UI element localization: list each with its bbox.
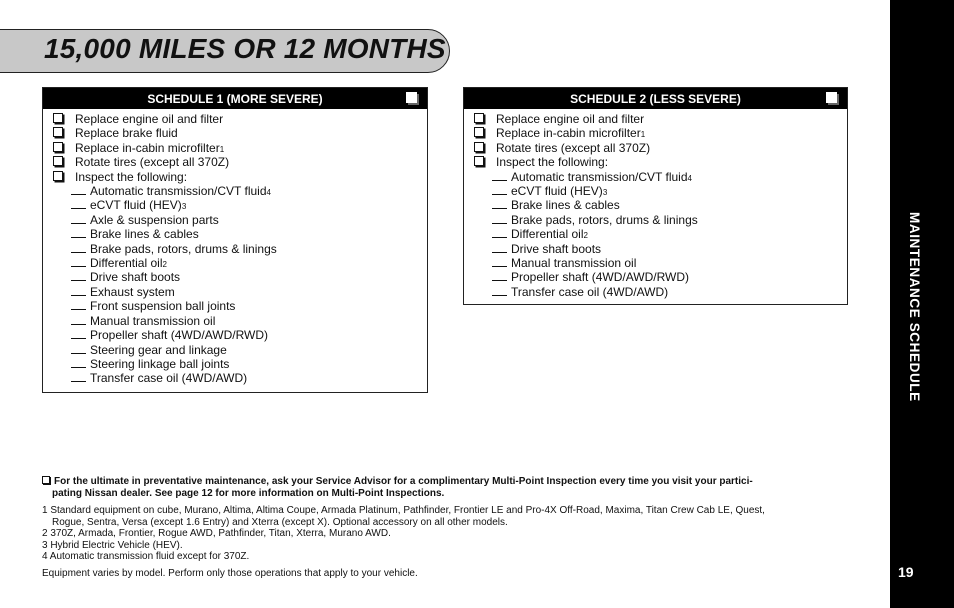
schedule-2-list [464, 109, 847, 299]
checklist-item-label: Replace engine oil and filter [496, 112, 645, 126]
inspect-item-label: Drive shaft boots [511, 241, 602, 256]
schedule-1-box [42, 87, 428, 393]
schedule-1-list [43, 109, 427, 386]
checkbox[interactable] [474, 142, 484, 152]
check-blank[interactable] [71, 214, 86, 224]
checkbox[interactable] [474, 156, 484, 166]
header-checkbox[interactable] [406, 92, 417, 103]
inspect-item: Automatic transmission/CVT fluid 4 [474, 170, 847, 184]
check-blank[interactable] [71, 329, 86, 339]
inspect-item-label: Differential oil [511, 227, 584, 242]
inspect-item [53, 371, 427, 385]
inspect-item [53, 343, 427, 357]
inspect-item [53, 213, 427, 227]
checklist-item-label: Replace in-cabin microfilter [75, 140, 220, 155]
checklist-item-label: Inspect the following: [496, 155, 609, 170]
checklist-item [53, 112, 427, 126]
inspect-item-label: Front suspension ball joints [90, 299, 236, 314]
checklist-item: Replace in-cabin microfilter 1 [474, 126, 847, 140]
inspect-item [474, 285, 847, 299]
check-blank[interactable] [492, 228, 507, 238]
checklist-item-label: Replace in-cabin microfilter [496, 126, 641, 141]
inspect-item-label: Automatic transmission/CVT fluid [90, 184, 267, 199]
section-tab-label: MAINTENANCE SCHEDULE [907, 212, 922, 402]
tip-line-2: pating Nissan dealer. See page 12 for more information on Multi-Point Inspections. [52, 487, 445, 499]
check-blank[interactable] [492, 171, 507, 181]
check-blank[interactable] [71, 199, 86, 209]
inspect-item [53, 299, 427, 313]
checklist-item-label: Rotate tires (except all 370Z) [75, 155, 230, 170]
inspect-item: Differential oil 2 [53, 256, 427, 270]
footnote-2: 2 370Z, Armada, Frontier, Rogue AWD, Pathfinder, Titan, Xterra, Murano AWD. [42, 528, 391, 539]
check-blank[interactable] [492, 257, 507, 267]
inspect-item [53, 328, 427, 342]
inspect-item-label: Axle & suspension parts [90, 212, 219, 227]
check-blank[interactable] [71, 300, 86, 310]
check-blank[interactable] [71, 286, 86, 296]
page-number: 19 [898, 564, 914, 580]
disclaimer: Equipment varies by model. Perform only those operations that apply to your vehicle. [42, 568, 418, 579]
inspect-item-label: Propeller shaft (4WD/AWD/RWD) [90, 328, 269, 343]
inspect-item-label: Differential oil [90, 256, 163, 271]
check-blank[interactable] [492, 286, 507, 296]
inspect-item-label: Brake lines & cables [511, 198, 620, 213]
checklist-item-label: Replace brake fluid [75, 126, 178, 141]
schedule-1-header [43, 88, 427, 109]
inspect-item [53, 314, 427, 328]
check-blank[interactable] [71, 372, 86, 382]
inspect-item-label: Transfer case oil (4WD/AWD) [511, 284, 669, 299]
footnote-1-line-1: 1 Standard equipment on cube, Murano, Altima, Altima Coupe, Armada Platinum, Pathfinder, Frontier LE and Pro-4X Off-Road, Maxima, Titan Crew Cab LE, Quest, [42, 505, 765, 516]
checklist-item [53, 155, 427, 169]
footnote-1-line-2: Rogue, Sentra, Versa (except 1.6 Entry) and Xterra (except X). Optional accessory on all other models. [52, 516, 508, 528]
inspect-item [474, 213, 847, 227]
check-blank[interactable] [492, 185, 507, 195]
inspect-item-label: Drive shaft boots [90, 270, 181, 285]
checklist-item-label: Rotate tires (except all 370Z) [496, 140, 651, 155]
side-tab [890, 0, 954, 608]
footnotes [42, 505, 765, 563]
checklist-item [53, 126, 427, 140]
header-checkbox[interactable] [826, 92, 837, 103]
schedule-1-title: SCHEDULE 1 (MORE SEVERE) [147, 91, 323, 106]
checklist-item [474, 112, 847, 126]
inspect-item-label: Exhaust system [90, 284, 175, 299]
inspect-item-label: Manual transmission oil [511, 256, 637, 271]
inspect-item [474, 198, 847, 212]
checklist-item [53, 170, 427, 184]
inspect-item [474, 256, 847, 270]
inspect-item [474, 270, 847, 284]
check-blank[interactable] [71, 344, 86, 354]
inspect-item-label: Propeller shaft (4WD/AWD/RWD) [511, 270, 690, 285]
inspect-item-label: Manual transmission oil [90, 313, 216, 328]
checkbox[interactable] [474, 113, 484, 123]
check-blank[interactable] [492, 199, 507, 209]
footnote-3: 3 Hybrid Electric Vehicle (HEV). [42, 539, 183, 551]
check-blank[interactable] [71, 257, 86, 267]
check-blank[interactable] [71, 243, 86, 253]
inspect-item: Differential oil 2 [474, 227, 847, 241]
checklist-item [474, 155, 847, 169]
checkbox[interactable] [474, 127, 484, 137]
check-blank[interactable] [71, 315, 86, 325]
checklist-item [474, 141, 847, 155]
inspect-item: eCVT fluid (HEV) 3 [474, 184, 847, 198]
footnote-4: 4 Automatic transmission fluid except for 370Z. [42, 551, 250, 562]
inspect-item [474, 242, 847, 256]
tip-line-1: For the ultimate in preventative maintenance, ask your Service Advisor for a complimentary Multi-Point Inspection every time you visit your partici- [54, 476, 753, 487]
schedule-2-title: SCHEDULE 2 (LESS SEVERE) [570, 91, 741, 106]
check-blank[interactable] [71, 271, 86, 281]
checkbox[interactable] [53, 142, 63, 152]
schedule-2-header [464, 88, 847, 109]
inspect-item-label: Brake lines & cables [90, 227, 199, 242]
checkbox-icon [42, 476, 50, 484]
inspect-item-label: eCVT fluid (HEV) [511, 184, 603, 199]
checkbox[interactable] [53, 171, 63, 181]
inspect-item-label: eCVT fluid (HEV) [90, 198, 182, 213]
inspect-item [53, 227, 427, 241]
inspect-item-label: Steering gear and linkage [90, 342, 227, 357]
inspect-item [53, 357, 427, 371]
inspect-item-label: Brake pads, rotors, drums & linings [90, 241, 277, 256]
inspect-item-label: Steering linkage ball joints [90, 356, 230, 371]
check-blank[interactable] [71, 228, 86, 238]
inspect-item [53, 242, 427, 256]
checklist-item-label: Inspect the following: [75, 169, 188, 184]
inspect-item-label: Transfer case oil (4WD/AWD) [90, 371, 248, 386]
check-blank[interactable] [492, 243, 507, 253]
checkbox[interactable] [53, 156, 63, 166]
checklist-item: Replace in-cabin microfilter 1 [53, 141, 427, 155]
checkbox[interactable] [53, 127, 63, 137]
check-blank[interactable] [71, 358, 86, 368]
checklist-item-label: Replace engine oil and filter [75, 112, 224, 126]
page-title: 15,000 MILES OR 12 MONTHS [44, 33, 446, 64]
schedule-2-box [463, 87, 848, 305]
inspect-item [53, 270, 427, 284]
inspect-item: eCVT fluid (HEV) 3 [53, 198, 427, 212]
check-blank[interactable] [492, 271, 507, 281]
multi-point-note [42, 476, 753, 499]
inspect-item-label: Brake pads, rotors, drums & linings [511, 212, 698, 227]
inspect-item: Automatic transmission/CVT fluid 4 [53, 184, 427, 198]
inspect-item [53, 285, 427, 299]
checkbox[interactable] [53, 113, 63, 123]
check-blank[interactable] [492, 214, 507, 224]
check-blank[interactable] [71, 185, 86, 195]
inspect-item-label: Automatic transmission/CVT fluid [511, 169, 688, 184]
